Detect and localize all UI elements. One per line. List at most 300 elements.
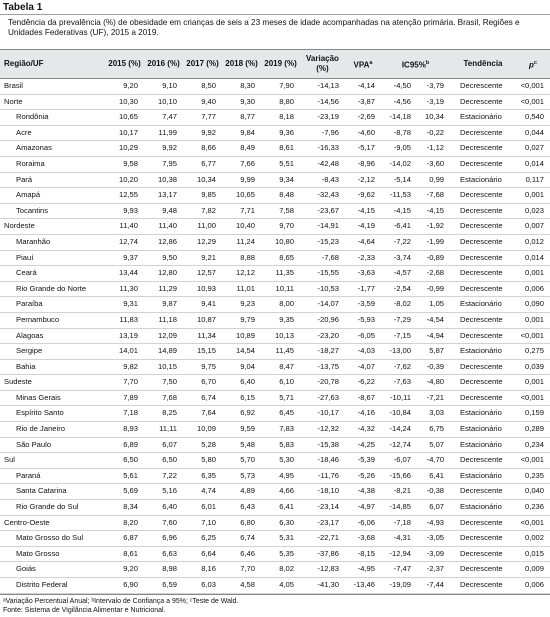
- cell-v2015: 10,20: [105, 172, 144, 188]
- cell-var: -18,10: [300, 484, 345, 500]
- cell-vpa: -4,16: [345, 406, 381, 422]
- cell-v2017: 7,82: [183, 203, 222, 219]
- cell-ic-high: -3,09: [417, 546, 450, 562]
- cell-name: Acre: [0, 125, 105, 141]
- cell-ic-high: -0,89: [417, 250, 450, 266]
- cell-ic-high: -2,37: [417, 562, 450, 578]
- header-p-label: p: [529, 60, 534, 70]
- cell-v2017: 7,10: [183, 515, 222, 531]
- cell-v2017: 6,77: [183, 156, 222, 172]
- cell-vpa: -8,67: [345, 390, 381, 406]
- cell-ic-high: -4,54: [417, 312, 450, 328]
- cell-var: -10,17: [300, 406, 345, 422]
- cell-v2019: 8,47: [261, 359, 300, 375]
- cell-v2019: 9,34: [261, 172, 300, 188]
- cell-trend: Decrescente: [450, 562, 516, 578]
- cell-v2015: 14,01: [105, 344, 144, 360]
- cell-v2016: 9,10: [144, 79, 183, 95]
- cell-name: Mato Grosso: [0, 546, 105, 562]
- header-vpa-sup: a: [369, 59, 373, 66]
- cell-v2015: 9,93: [105, 203, 144, 219]
- table-footnote: [0, 594, 550, 617]
- cell-trend: Decrescente: [450, 266, 516, 282]
- cell-var: -15,55: [300, 266, 345, 282]
- cell-v2018: 12,12: [222, 266, 261, 282]
- cell-v2017: 5,80: [183, 453, 222, 469]
- cell-var: -7,68: [300, 250, 345, 266]
- cell-v2019: 5,71: [261, 390, 300, 406]
- cell-v2017: 10,87: [183, 312, 222, 328]
- header-ic-label: IC95%: [401, 60, 426, 70]
- cell-p: 0,235: [516, 468, 550, 484]
- header-trend: Tendência: [450, 50, 516, 79]
- cell-v2015: 6,50: [105, 453, 144, 469]
- cell-v2017: 9,41: [183, 297, 222, 313]
- cell-v2015: 11,40: [105, 219, 144, 235]
- cell-v2019: 8,02: [261, 562, 300, 578]
- cell-trend: Decrescente: [450, 141, 516, 157]
- cell-var: -23,17: [300, 515, 345, 531]
- cell-name: Sul: [0, 453, 105, 469]
- cell-v2015: 8,93: [105, 422, 144, 438]
- table-row-region: [0, 375, 550, 391]
- cell-vpa: -8,15: [345, 546, 381, 562]
- cell-ic-high: -4,70: [417, 453, 450, 469]
- cell-v2015: 10,17: [105, 125, 144, 141]
- cell-v2016: 12,80: [144, 266, 183, 282]
- cell-name: Mato Grosso do Sul: [0, 531, 105, 547]
- header-2016: 2016 (%): [144, 50, 183, 79]
- cell-v2018: 9,79: [222, 312, 261, 328]
- header-p: [516, 50, 550, 79]
- cell-v2018: 8,77: [222, 110, 261, 126]
- cell-ic-high: -0,22: [417, 125, 450, 141]
- cell-v2015: 13,44: [105, 266, 144, 282]
- cell-v2016: 5,16: [144, 484, 183, 500]
- cell-v2016: 6,40: [144, 500, 183, 516]
- cell-vpa: -4,07: [345, 359, 381, 375]
- cell-ic-low: -19,09: [381, 578, 417, 594]
- cell-var: -23,19: [300, 110, 345, 126]
- cell-p: 0,007: [516, 219, 550, 235]
- cell-ic-low: -8,78: [381, 125, 417, 141]
- cell-trend: Decrescente: [450, 515, 516, 531]
- cell-v2017: 6,35: [183, 468, 222, 484]
- cell-v2018: 8,88: [222, 250, 261, 266]
- cell-name: Nordeste: [0, 219, 105, 235]
- cell-ic-low: -14,18: [381, 110, 417, 126]
- cell-v2019: 11,45: [261, 344, 300, 360]
- cell-ic-low: -7,29: [381, 312, 417, 328]
- cell-trend: Decrescente: [450, 234, 516, 250]
- cell-v2019: 9,70: [261, 219, 300, 235]
- cell-p: 0,002: [516, 531, 550, 547]
- cell-trend: Decrescente: [450, 453, 516, 469]
- table-caption: Tendência da prevalência (%) de obesidade em crianças de seis a 23 meses de idade acompanhadas na atenção primária. Brasil, Regiões e Unidades Federativas (UF), 2015 a 2019.: [0, 15, 550, 49]
- cell-v2017: 7,77: [183, 110, 222, 126]
- cell-var: -12,83: [300, 562, 345, 578]
- cell-name: Sergipe: [0, 344, 105, 360]
- cell-v2018: 7,70: [222, 562, 261, 578]
- header-2019: 2019 (%): [261, 50, 300, 79]
- cell-trend: Estacionário: [450, 437, 516, 453]
- cell-name: Ceará: [0, 266, 105, 282]
- cell-v2018: 6,15: [222, 390, 261, 406]
- cell-trend: Estacionário: [450, 344, 516, 360]
- cell-v2015: 8,61: [105, 546, 144, 562]
- cell-name: Brasil: [0, 79, 105, 95]
- cell-v2017: 6,03: [183, 578, 222, 594]
- cell-p: <0,001: [516, 328, 550, 344]
- cell-trend: Estacionário: [450, 468, 516, 484]
- cell-var: -14,91: [300, 219, 345, 235]
- cell-var: -32,43: [300, 188, 345, 204]
- cell-name: Bahia: [0, 359, 105, 375]
- cell-vpa: -6,22: [345, 375, 381, 391]
- cell-v2018: 10,65: [222, 188, 261, 204]
- cell-v2019: 8,61: [261, 141, 300, 157]
- cell-vpa: -9,62: [345, 188, 381, 204]
- cell-p: <0,001: [516, 453, 550, 469]
- cell-trend: Decrescente: [450, 203, 516, 219]
- cell-var: -27,63: [300, 390, 345, 406]
- cell-vpa: -4,60: [345, 125, 381, 141]
- cell-v2016: 11,11: [144, 422, 183, 438]
- cell-ic-high: 10,34: [417, 110, 450, 126]
- cell-v2015: 12,55: [105, 188, 144, 204]
- cell-name: Espírito Santo: [0, 406, 105, 422]
- cell-p: 0,289: [516, 422, 550, 438]
- header-p-sup: c: [533, 59, 537, 66]
- cell-ic-high: 5,07: [417, 437, 450, 453]
- cell-v2015: 13,19: [105, 328, 144, 344]
- table-row-state: [0, 437, 550, 453]
- cell-vpa: -4,38: [345, 484, 381, 500]
- cell-v2019: 5,31: [261, 531, 300, 547]
- cell-v2016: 11,18: [144, 312, 183, 328]
- cell-ic-low: -4,31: [381, 531, 417, 547]
- cell-trend: Decrescente: [450, 219, 516, 235]
- cell-v2015: 9,20: [105, 79, 144, 95]
- cell-v2015: 6,90: [105, 578, 144, 594]
- cell-v2019: 8,80: [261, 94, 300, 110]
- table-row-region: [0, 219, 550, 235]
- cell-v2015: 5,61: [105, 468, 144, 484]
- table-row-state: [0, 359, 550, 375]
- cell-v2019: 8,48: [261, 188, 300, 204]
- cell-ic-high: -7,21: [417, 390, 450, 406]
- cell-v2017: 12,57: [183, 266, 222, 282]
- cell-vpa: -8,96: [345, 156, 381, 172]
- cell-name: Centro-Oeste: [0, 515, 105, 531]
- cell-ic-low: -13,00: [381, 344, 417, 360]
- cell-name: Pará: [0, 172, 105, 188]
- cell-p: <0,001: [516, 515, 550, 531]
- cell-v2016: 12,09: [144, 328, 183, 344]
- cell-v2016: 9,48: [144, 203, 183, 219]
- cell-v2016: 11,40: [144, 219, 183, 235]
- cell-v2018: 4,89: [222, 484, 261, 500]
- cell-ic-high: -4,15: [417, 203, 450, 219]
- cell-ic-high: -3,05: [417, 531, 450, 547]
- cell-ic-low: -14,02: [381, 156, 417, 172]
- cell-v2015: 8,34: [105, 500, 144, 516]
- cell-trend: Estacionário: [450, 500, 516, 516]
- cell-v2016: 10,15: [144, 359, 183, 375]
- cell-p: 0,159: [516, 406, 550, 422]
- cell-p: 0,001: [516, 375, 550, 391]
- cell-ic-low: -10,11: [381, 390, 417, 406]
- cell-v2018: 9,04: [222, 359, 261, 375]
- cell-v2016: 7,22: [144, 468, 183, 484]
- cell-ic-high: -1,99: [417, 234, 450, 250]
- cell-vpa: -2,12: [345, 172, 381, 188]
- table-row-state: [0, 484, 550, 500]
- table-label: Tabela 1: [0, 0, 550, 15]
- cell-trend: Estacionário: [450, 110, 516, 126]
- cell-p: 0,090: [516, 297, 550, 313]
- cell-ic-low: -3,74: [381, 250, 417, 266]
- table-row-state: [0, 141, 550, 157]
- header-ic95: [381, 50, 450, 79]
- cell-v2015: 9,31: [105, 297, 144, 313]
- cell-var: -20,78: [300, 375, 345, 391]
- cell-v2017: 10,34: [183, 172, 222, 188]
- cell-v2016: 9,50: [144, 250, 183, 266]
- cell-name: Santa Catarina: [0, 484, 105, 500]
- cell-v2018: 5,48: [222, 437, 261, 453]
- cell-v2016: 10,10: [144, 94, 183, 110]
- header-vpa: [345, 50, 381, 79]
- cell-trend: Decrescente: [450, 390, 516, 406]
- table-row-state: [0, 281, 550, 297]
- cell-name: Rio de Janeiro: [0, 422, 105, 438]
- cell-v2017: 9,21: [183, 250, 222, 266]
- cell-vpa: -3,63: [345, 266, 381, 282]
- cell-vpa: -4,25: [345, 437, 381, 453]
- cell-ic-high: -4,80: [417, 375, 450, 391]
- cell-v2018: 9,59: [222, 422, 261, 438]
- cell-v2019: 7,58: [261, 203, 300, 219]
- cell-var: -41,30: [300, 578, 345, 594]
- cell-ic-high: -1,12: [417, 141, 450, 157]
- cell-vpa: -3,68: [345, 531, 381, 547]
- cell-v2018: 5,73: [222, 468, 261, 484]
- cell-trend: Decrescente: [450, 281, 516, 297]
- cell-trend: Decrescente: [450, 125, 516, 141]
- cell-name: Sudeste: [0, 375, 105, 391]
- cell-name: Norte: [0, 94, 105, 110]
- cell-v2015: 11,83: [105, 312, 144, 328]
- cell-ic-low: -7,63: [381, 375, 417, 391]
- table-row-state: [0, 390, 550, 406]
- cell-name: Paraná: [0, 468, 105, 484]
- cell-v2019: 8,18: [261, 110, 300, 126]
- cell-var: -23,14: [300, 500, 345, 516]
- footnote-abbreviations: ᵃVariação Percentual Anual; ᵇIntervalo de Confiança a 95%; ᶜTeste de Wald.: [3, 597, 239, 605]
- cell-v2017: 7,64: [183, 406, 222, 422]
- cell-trend: Decrescente: [450, 79, 516, 95]
- cell-name: Piauí: [0, 250, 105, 266]
- cell-v2016: 6,96: [144, 531, 183, 547]
- cell-name: Rio Grande do Sul: [0, 500, 105, 516]
- cell-v2018: 14,54: [222, 344, 261, 360]
- cell-v2017: 11,34: [183, 328, 222, 344]
- cell-v2017: 8,66: [183, 141, 222, 157]
- cell-var: -15,38: [300, 437, 345, 453]
- cell-v2017: 12,29: [183, 234, 222, 250]
- table-body: [0, 79, 550, 594]
- cell-v2017: 11,00: [183, 219, 222, 235]
- cell-vpa: -5,93: [345, 312, 381, 328]
- cell-ic-low: -11,53: [381, 188, 417, 204]
- cell-v2019: 6,41: [261, 500, 300, 516]
- cell-p: 0,236: [516, 500, 550, 516]
- cell-var: -11,76: [300, 468, 345, 484]
- table-row-state: [0, 156, 550, 172]
- cell-v2017: 6,70: [183, 375, 222, 391]
- cell-ic-high: -3,19: [417, 94, 450, 110]
- cell-v2015: 9,82: [105, 359, 144, 375]
- cell-vpa: -1,77: [345, 281, 381, 297]
- cell-v2018: 10,89: [222, 328, 261, 344]
- cell-ic-high: 5,87: [417, 344, 450, 360]
- cell-trend: Decrescente: [450, 484, 516, 500]
- cell-v2019: 5,83: [261, 437, 300, 453]
- cell-name: Minas Gerais: [0, 390, 105, 406]
- cell-ic-low: -6,41: [381, 219, 417, 235]
- cell-ic-low: -15,66: [381, 468, 417, 484]
- cell-var: -15,23: [300, 234, 345, 250]
- cell-v2019: 6,45: [261, 406, 300, 422]
- cell-name: Maranhão: [0, 234, 105, 250]
- cell-vpa: -5,39: [345, 453, 381, 469]
- cell-name: Pernambuco: [0, 312, 105, 328]
- cell-name: Roraima: [0, 156, 105, 172]
- cell-v2018: 9,99: [222, 172, 261, 188]
- cell-vpa: -2,69: [345, 110, 381, 126]
- cell-ic-high: -2,68: [417, 266, 450, 282]
- cell-ic-high: 0,99: [417, 172, 450, 188]
- cell-p: 0,023: [516, 203, 550, 219]
- cell-v2018: 11,24: [222, 234, 261, 250]
- cell-ic-low: -6,07: [381, 453, 417, 469]
- cell-ic-high: -3,79: [417, 79, 450, 95]
- cell-v2015: 7,89: [105, 390, 144, 406]
- cell-trend: Estacionário: [450, 406, 516, 422]
- cell-p: 0,275: [516, 344, 550, 360]
- cell-v2016: 14,89: [144, 344, 183, 360]
- cell-ic-low: -7,47: [381, 562, 417, 578]
- footnote-source: Fonte: Sistema de Vigilância Alimentar e Nutricional.: [3, 606, 166, 614]
- table-row-state: [0, 172, 550, 188]
- cell-p: 0,014: [516, 250, 550, 266]
- table-row-state: [0, 406, 550, 422]
- cell-vpa: -6,06: [345, 515, 381, 531]
- cell-v2015: 9,37: [105, 250, 144, 266]
- cell-var: -8,43: [300, 172, 345, 188]
- cell-ic-high: 1,05: [417, 297, 450, 313]
- cell-ic-low: -7,62: [381, 359, 417, 375]
- cell-v2018: 9,84: [222, 125, 261, 141]
- cell-ic-low: -4,15: [381, 203, 417, 219]
- cell-v2016: 13,17: [144, 188, 183, 204]
- cell-v2018: 6,74: [222, 531, 261, 547]
- cell-p: <0,001: [516, 94, 550, 110]
- cell-ic-low: -2,54: [381, 281, 417, 297]
- cell-ic-high: -7,68: [417, 188, 450, 204]
- cell-ic-high: -0,39: [417, 359, 450, 375]
- cell-p: 0,014: [516, 156, 550, 172]
- table-row-state: [0, 500, 550, 516]
- cell-p: 0,234: [516, 437, 550, 453]
- cell-var: -42,48: [300, 156, 345, 172]
- table-row-state: [0, 203, 550, 219]
- cell-v2016: 11,29: [144, 281, 183, 297]
- cell-p: 0,001: [516, 266, 550, 282]
- cell-ic-high: 6,41: [417, 468, 450, 484]
- cell-v2016: 7,47: [144, 110, 183, 126]
- cell-v2016: 11,99: [144, 125, 183, 141]
- cell-v2016: 7,60: [144, 515, 183, 531]
- cell-vpa: -4,32: [345, 422, 381, 438]
- table-row-state: [0, 468, 550, 484]
- table-row-state: [0, 250, 550, 266]
- cell-v2015: 7,18: [105, 406, 144, 422]
- cell-p: 0,039: [516, 359, 550, 375]
- cell-ic-high: 6,07: [417, 500, 450, 516]
- cell-var: -14,56: [300, 94, 345, 110]
- cell-v2015: 12,74: [105, 234, 144, 250]
- table-row-state: [0, 562, 550, 578]
- cell-ic-high: -0,38: [417, 484, 450, 500]
- cell-trend: Decrescente: [450, 359, 516, 375]
- cell-ic-high: -4,94: [417, 328, 450, 344]
- cell-v2015: 6,87: [105, 531, 144, 547]
- cell-v2019: 10,11: [261, 281, 300, 297]
- cell-vpa: -4,19: [345, 219, 381, 235]
- cell-ic-low: -4,57: [381, 266, 417, 282]
- table-row-state: [0, 266, 550, 282]
- cell-v2016: 6,07: [144, 437, 183, 453]
- cell-v2015: 7,70: [105, 375, 144, 391]
- cell-var: -12,32: [300, 422, 345, 438]
- cell-var: -13,75: [300, 359, 345, 375]
- cell-ic-low: -9,05: [381, 141, 417, 157]
- cell-ic-high: -1,92: [417, 219, 450, 235]
- cell-v2018: 10,40: [222, 219, 261, 235]
- cell-v2018: 8,30: [222, 79, 261, 95]
- cell-v2016: 6,59: [144, 578, 183, 594]
- cell-ic-low: -8,02: [381, 297, 417, 313]
- cell-v2015: 9,20: [105, 562, 144, 578]
- cell-var: -23,20: [300, 328, 345, 344]
- table-row-state: [0, 110, 550, 126]
- cell-v2016: 8,25: [144, 406, 183, 422]
- cell-ic-high: 6,75: [417, 422, 450, 438]
- cell-v2018: 6,43: [222, 500, 261, 516]
- header-region: Região/UF: [0, 50, 105, 79]
- cell-ic-low: -14,85: [381, 500, 417, 516]
- cell-ic-high: 3,03: [417, 406, 450, 422]
- cell-v2017: 6,25: [183, 531, 222, 547]
- cell-trend: Estacionário: [450, 297, 516, 313]
- cell-v2016: 6,50: [144, 453, 183, 469]
- cell-p: 0,044: [516, 125, 550, 141]
- cell-p: 0,012: [516, 234, 550, 250]
- cell-v2018: 6,92: [222, 406, 261, 422]
- cell-v2019: 5,51: [261, 156, 300, 172]
